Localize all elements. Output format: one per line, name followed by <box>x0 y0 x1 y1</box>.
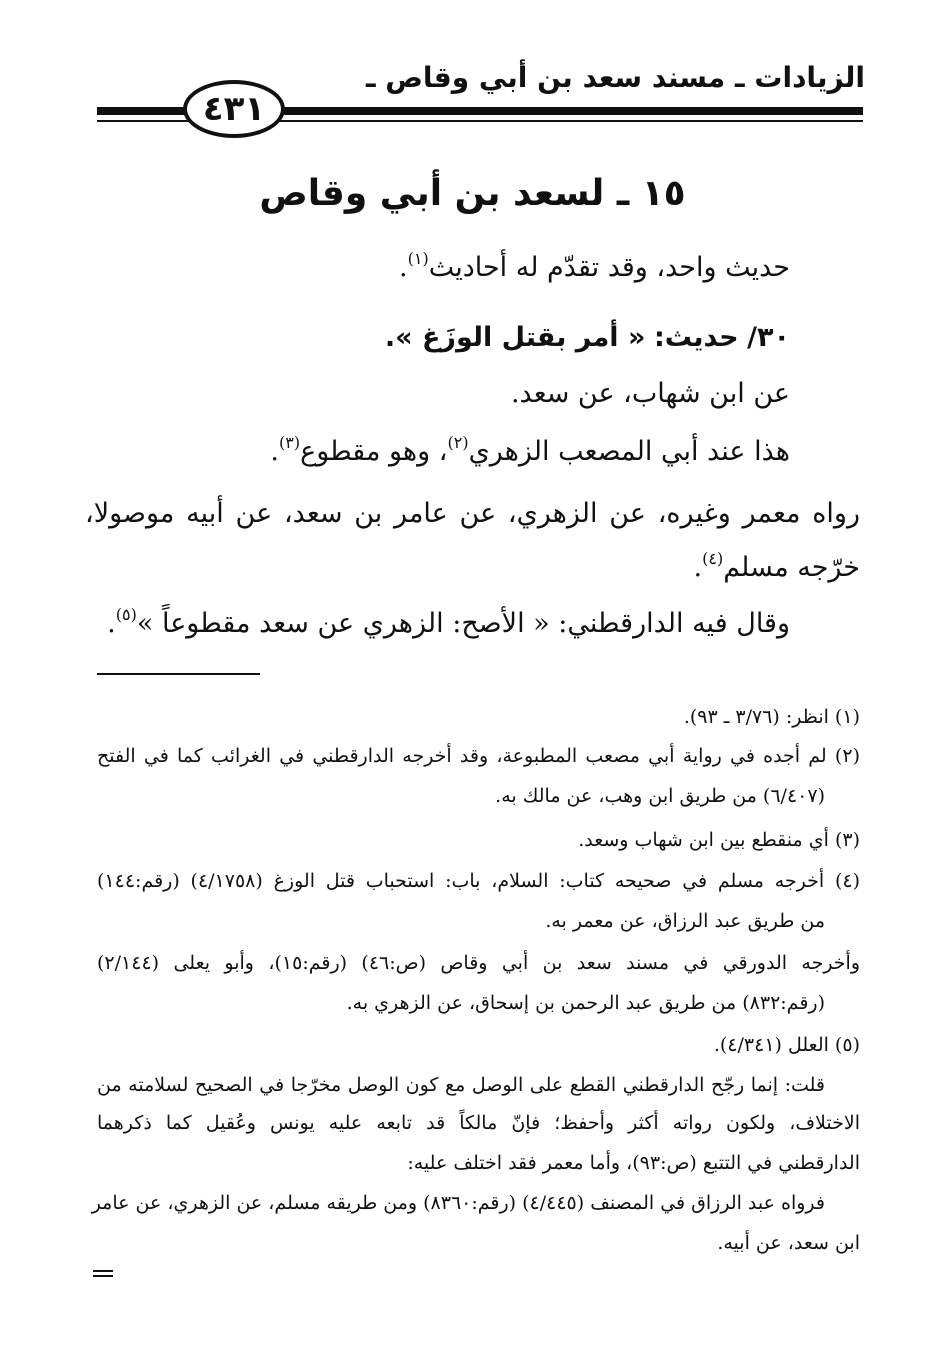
footnote-ref-2: (٢) <box>447 433 469 452</box>
hadith-number: ٣٠/ <box>747 322 790 353</box>
footnote-4-line-2: من طريق عبد الرزاق، عن معمر به. <box>545 910 825 932</box>
note-line-4: فرواه عبد الرزاق في المصنف (٤/٤٤٥) (رقم:٨٣٦٠) ومن طريقه مسلم، عن الزهري، عن عامر <box>91 1192 825 1214</box>
running-title: الزيادات ـ مسند سعد بن أبي وقاص ـ <box>365 61 865 94</box>
hadith-heading-line <box>385 316 790 360</box>
end-of-footnotes-mark <box>93 1270 113 1280</box>
footnote-ref-1: (١) <box>407 249 429 268</box>
footnote-3: (٣) أي منقطع بين ابن شهاب وسعد. <box>578 829 860 851</box>
footnote-5: (٥) العلل (٤/٣٤١). <box>713 1034 860 1056</box>
body-line-4: رواه معمر وغيره، عن الزهري، عن عامر بن سعد، عن أبيه موصولا، <box>85 498 860 529</box>
body-line-3a: هذا عند أبي المصعب الزهري <box>468 436 790 467</box>
footnote-separator <box>97 673 260 675</box>
footnote-4-line-1: (٤) أخرجه مسلم في صحيحه كتاب: السلام، باب: استحباب قتل الوزغ (٤/١٧٥٨) (رقم:١٤٤) <box>97 870 860 892</box>
hadith-text: « أمر بقتل الوزَغ ». <box>384 322 646 353</box>
footnote-2-line-1: (٢) لم أجده في رواية أبي مصعب المطبوعة، وقد أخرجه الدارقطني في الغرائب كما في الفتح <box>97 745 860 767</box>
body-line-3b: ، وهو مقطوع <box>300 436 448 467</box>
body-line-3 <box>270 430 790 474</box>
footnote-2-line-2: (٦/٤٠٧) من طريق ابن وهب، عن مالك به. <box>495 785 825 807</box>
note-line-3: الدارقطني في التتبع (ص:٩٣)، وأما معمر فقد اختلف عليه: <box>407 1152 860 1174</box>
body-line-5a: خرّجه مسلم <box>723 552 860 583</box>
note-line-1: قلت: إنما رجّح الدارقطني القطع على الوصل مع كون الوصل مخرّجا في الصحيح لسلامته من <box>97 1074 825 1096</box>
note-line-5: ابن سعد، عن أبيه. <box>717 1232 860 1254</box>
footnote-4-line-4: (رقم:٨٣٢) من طريق عبد الرحمن بن إسحاق، عن الزهري به. <box>346 992 825 1014</box>
body-line-6a: وقال فيه الدارقطني: « الأصح: الزهري عن سعد مقطوعاً » <box>136 608 790 639</box>
footnote-4-line-3: وأخرجه الدورقي في مسند سعد بن أبي وقاص (ص:٤٦) (رقم:١٥)، وأبو يعلى (٢/١٤٤) <box>97 952 861 974</box>
body-line-3-end: . <box>270 436 279 467</box>
body-intro-text: حديث واحد، وقد تقدّم له أحاديث <box>428 252 790 283</box>
chain-line: عن ابن شهاب، عن سعد. <box>510 378 790 409</box>
body-intro-end: . <box>399 252 408 283</box>
note-line-2: الاختلاف، ولكون رواته أكثر وأحفظ؛ فإنّ مالكاً قد تابعه عليه يونس وعُقيل كما ذكرهما <box>97 1112 860 1134</box>
footnote-ref-5: (٥) <box>115 605 137 624</box>
footnote-ref-4: (٤) <box>702 549 724 568</box>
body-line-5 <box>694 546 860 590</box>
body-intro-line <box>399 246 790 290</box>
body-line-6-end: . <box>107 608 116 639</box>
body-line-5-end: . <box>693 552 703 583</box>
chapter-heading: ١٥ ـ لسعد بن أبي وقاص <box>259 173 686 214</box>
page-number: ٤٣١ <box>183 80 285 138</box>
footnote-ref-3: (٣) <box>278 433 301 452</box>
footnote-1: (١) انظر: (٣/٧٦ ـ ٩٣). <box>683 706 860 728</box>
hadith-label: حديث: <box>653 322 739 353</box>
body-line-6 <box>107 602 790 646</box>
